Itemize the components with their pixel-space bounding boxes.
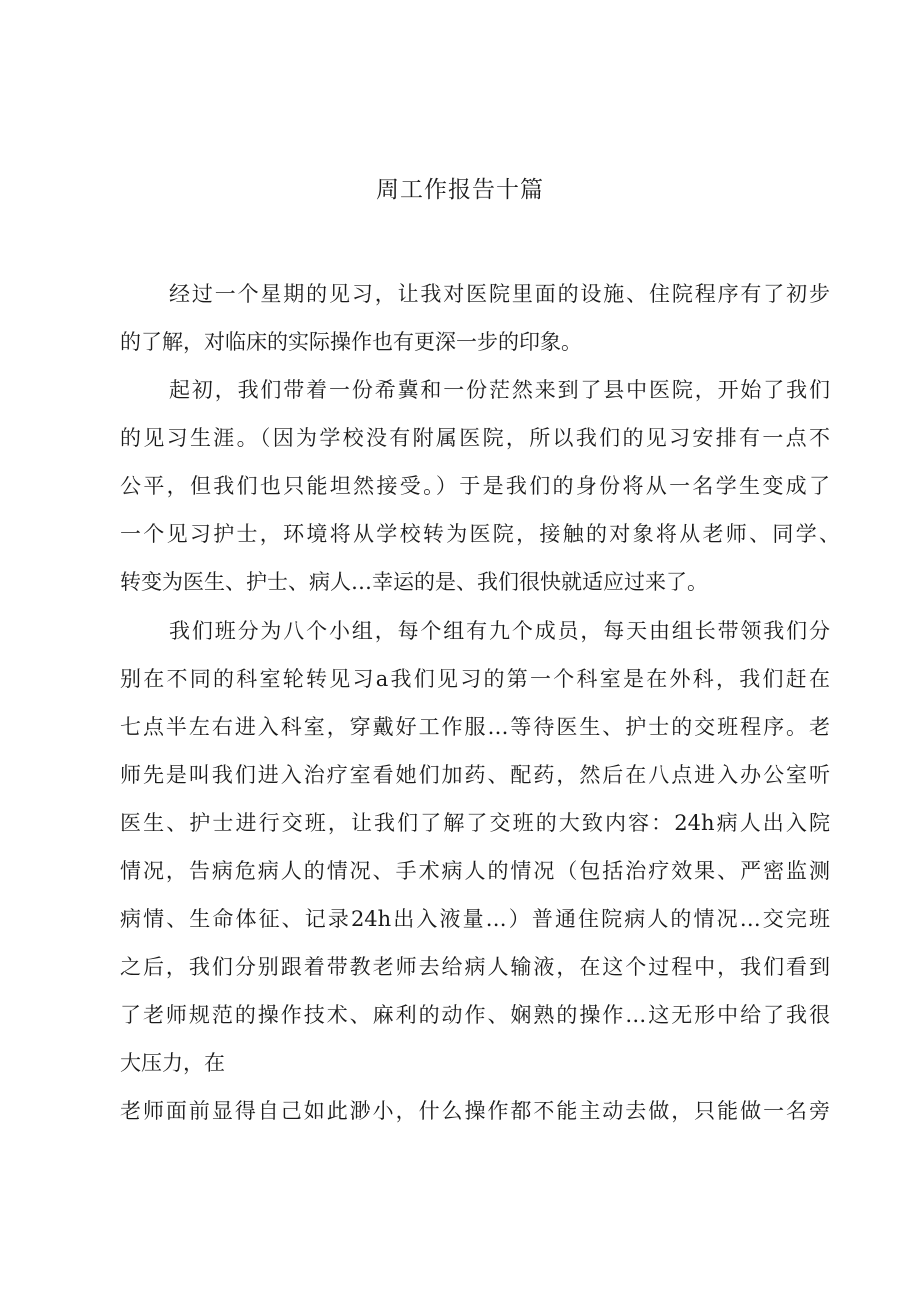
text-line: 七点半左右进入科室，穿戴好工作服…等待医生、护士的交班程序。老 [120, 715, 830, 739]
text-line: 起初，我们带着一份希冀和一份茫然来到了县中医院，开始了我们 [169, 378, 830, 402]
document-title: 周工作报告十篇 [376, 177, 544, 203]
text-line: 我们班分为八个小组，每个组有九个成员，每天由组长带领我们分 [169, 619, 830, 643]
text-line: 公平，但我们也只能坦然接受。）于是我们的身份将从一名学生变成了 [120, 474, 830, 498]
text-line: 医生、护士进行交班，让我们了解了交班的大致内容：24h病人出入院 [120, 811, 830, 835]
text-line: 了老师规范的操作技术、麻利的动作、娴熟的操作…这无形中给了我很 [120, 1003, 830, 1027]
text-line: 病情、生命体征、记录24h出入液量…）普通住院病人的情况…交完班 [120, 907, 830, 931]
text-line: 别在不同的科室轮转见习a我们见习的第一个科室是在外科，我们赶在 [120, 667, 830, 691]
text-line: 老师面前显得自己如此渺小，什么操作都不能主动去做，只能做一名旁 [120, 1099, 830, 1123]
text-line: 一个见习护士，环境将从学校转为医院，接触的对象将从老师、同学、 [120, 522, 840, 546]
text-line: 师先是叫我们进入治疗室看她们加药、配药，然后在八点进入办公室听 [120, 763, 830, 787]
text-line: 的了解，对临床的实际操作也有更深一步的印象。 [120, 330, 582, 354]
text-line: 之后，我们分别跟着带教老师去给病人输液，在这个过程中，我们看到 [120, 955, 830, 979]
text-line: 转变为医生、护士、病人…幸运的是、我们很快就适应过来了。 [120, 570, 708, 594]
text-line: 情况，告病危病人的情况、手术病人的情况（包括治疗效果、严密监测 [120, 859, 830, 883]
text-line: 大压力，在 [120, 1051, 225, 1075]
text-line: 经过一个星期的见习，让我对医院里面的设施、住院程序有了初步 [169, 282, 830, 306]
text-line: 的见习生涯。（因为学校没有附属医院，所以我们的见习安排有一点不 [120, 426, 830, 450]
